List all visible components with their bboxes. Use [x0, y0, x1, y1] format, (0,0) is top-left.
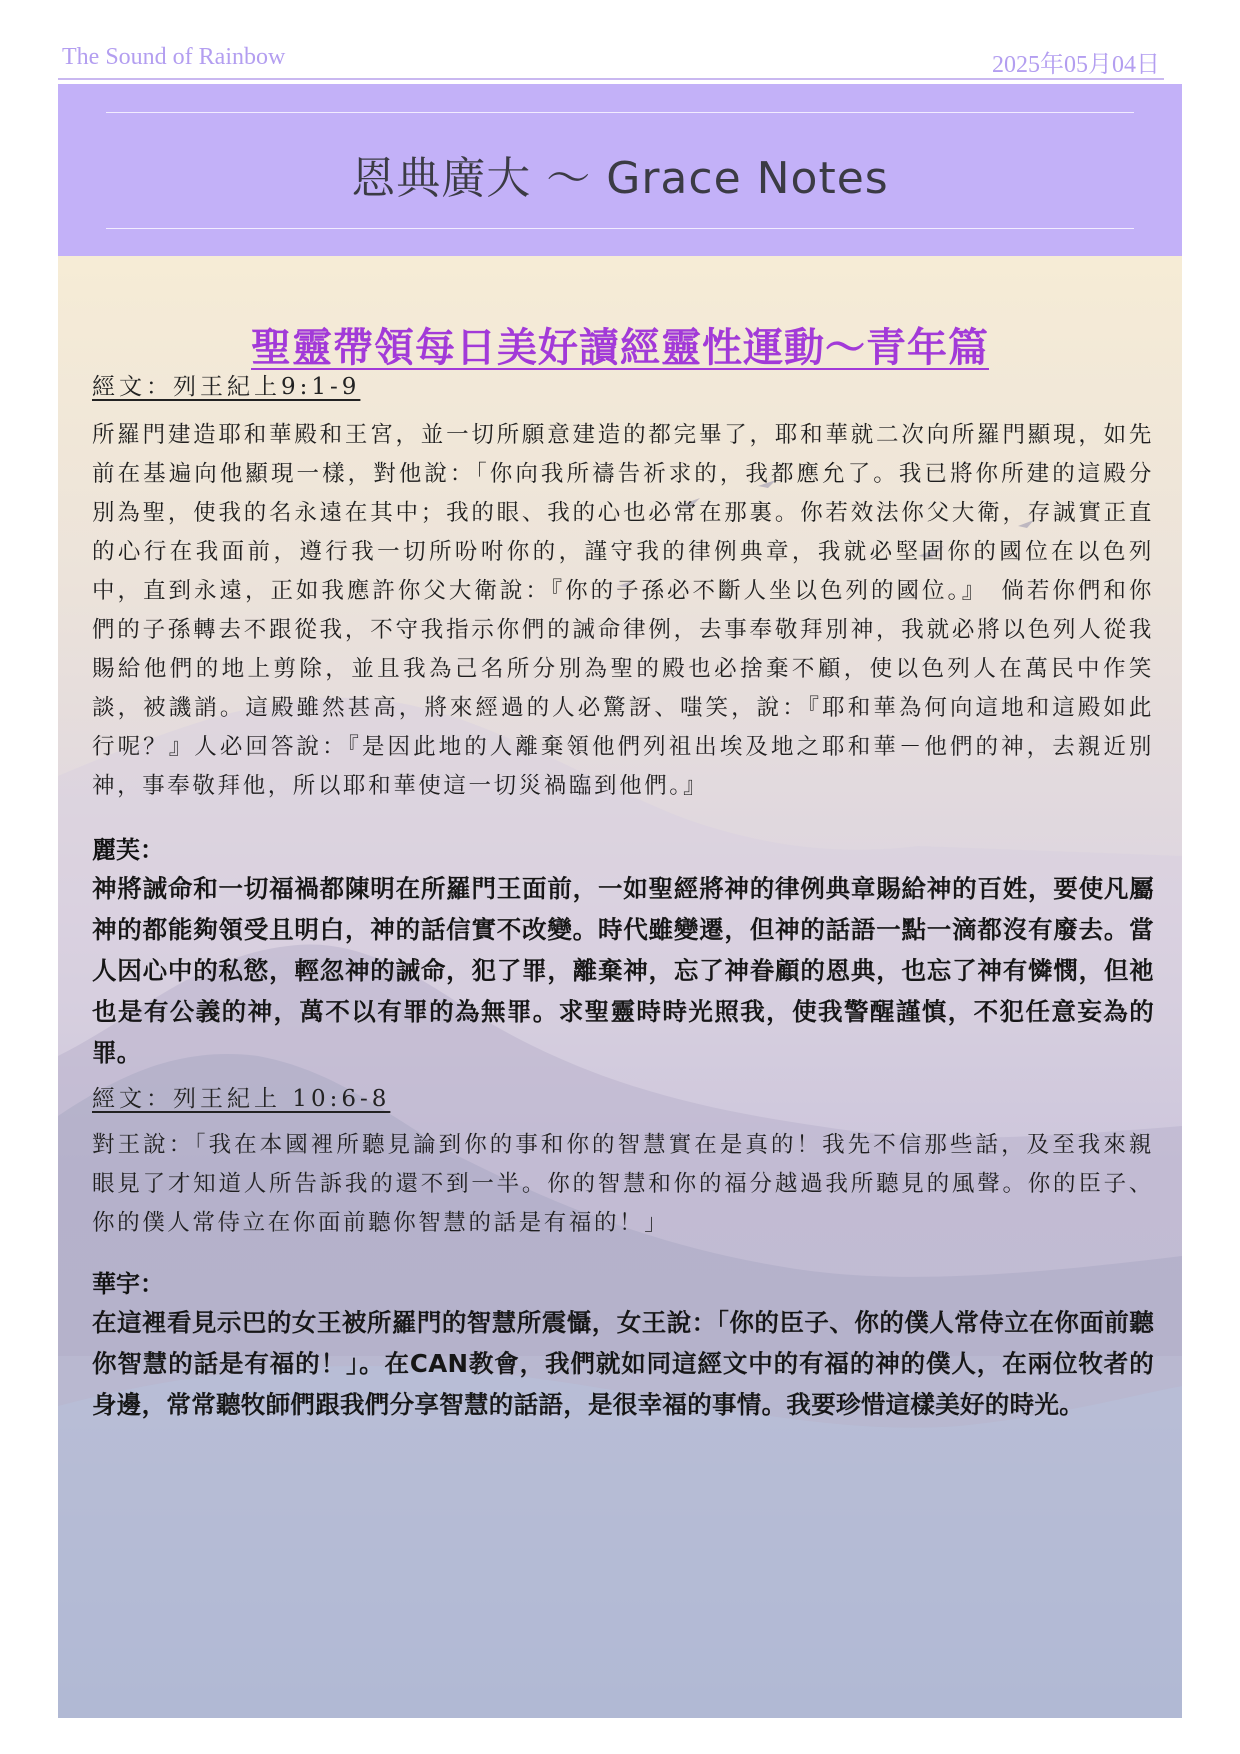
- banner-top-rule: [106, 112, 1134, 113]
- article-title: 聖靈帶領每日美好讀經靈性運動～青年篇: [251, 325, 989, 371]
- scripture-text-1: 所羅門建造耶和華殿和王宮，並一切所願意建造的都完畢了，耶和華就二次向所羅門顯現，如先前在基遍向他顯現一樣，對他說：「你向我所禱告祈求的，我都應允了。我已將你所建的這殿分別為聖，使我的名永遠在其中；我的眼、我的心也必常在那裏。你若效法你父大衛，存誠實正直的心行在我面前，遵行我一切所吩咐你的，謹守我的律例典章，我就必堅固你的國位在以色列中，直到永遠，正如我應許你父大衛說：『你的子孫必不斷人坐以色列的國位。』 倘若你們和你們的子孫轉去不跟從我，不守我指示你們的誡命律例，去事奉敬拜別神，我就必將以色列人從我賜給他們的地上剪除，並且我為己名所分別為聖的殿也必捨棄不顧，使以色列人在萬民中作笑談，被譏誚。這殿雖然甚高，將來經過的人必驚訝、嗤笑，說：『耶和華為何向這地和這殿如此行呢？』人必回答說：『是因此地的人離棄領他們列祖出埃及地之耶和華－他們的神，去親近別神，事奉敬拜他，所以耶和華使這一切災禍臨到他們。』: [92, 422, 1154, 799]
- issue-date: 2025年05月04日: [992, 52, 1160, 78]
- banner-bottom-rule: [106, 228, 1134, 229]
- article-body: [58, 256, 1182, 1718]
- site-name: The Sound of Rainbow: [62, 44, 286, 70]
- scripture-reference-1: 經文：列王紀上9:1-9: [92, 374, 361, 400]
- title-banner: [58, 84, 1182, 256]
- banner-title: 恩典廣大 ～ Grace Notes: [351, 153, 889, 204]
- scripture-text-2: 對王說：「我在本國裡所聽見論到你的事和你的智慧實在是真的！我先不信那些話，及至我來親眼見了才知道人所告訴我的還不到一半。你的智慧和你的福分越過我所聽見的風聲。你的臣子、你的僕人常侍立在你面前聽你智慧的話是有福的！」: [92, 1132, 1154, 1236]
- reflection-text-2: 在這裡看見示巴的女王被所羅門的智慧所震懾，女王說：「你的臣子、你的僕人常侍立在你面前聽你智慧的話是有福的！」。在CAN教會，我們就如同這經文中的有福的神的僕人，在兩位牧者的身邊，常常聽牧師們跟我們分享智慧的話語，是很幸福的事情。我要珍惜這樣美好的時光。: [92, 1308, 1154, 1419]
- scripture-reference-2: 經文：列王紀上 10:6-8: [92, 1086, 391, 1112]
- page-header: [58, 38, 1164, 80]
- reflection-author-1: 麗芙：: [92, 836, 164, 864]
- reflection-author-2: 華宇：: [92, 1270, 164, 1298]
- reflection-text-1: 神將誡命和一切福禍都陳明在所羅門王面前，一如聖經將神的律例典章賜給神的百姓，要使凡屬神的都能夠領受且明白，神的話信實不改變。時代雖變遷，但神的話語一點一滴都沒有廢去。當人因心中的私慾，輕忽神的誡命，犯了罪，離棄神，忘了神眷顧的恩典，也忘了神有憐憫，但祂也是有公義的神，萬不以有罪的為無罪。求聖靈時時光照我，使我警醒謹慎，不犯任意妄為的罪。: [92, 874, 1154, 1067]
